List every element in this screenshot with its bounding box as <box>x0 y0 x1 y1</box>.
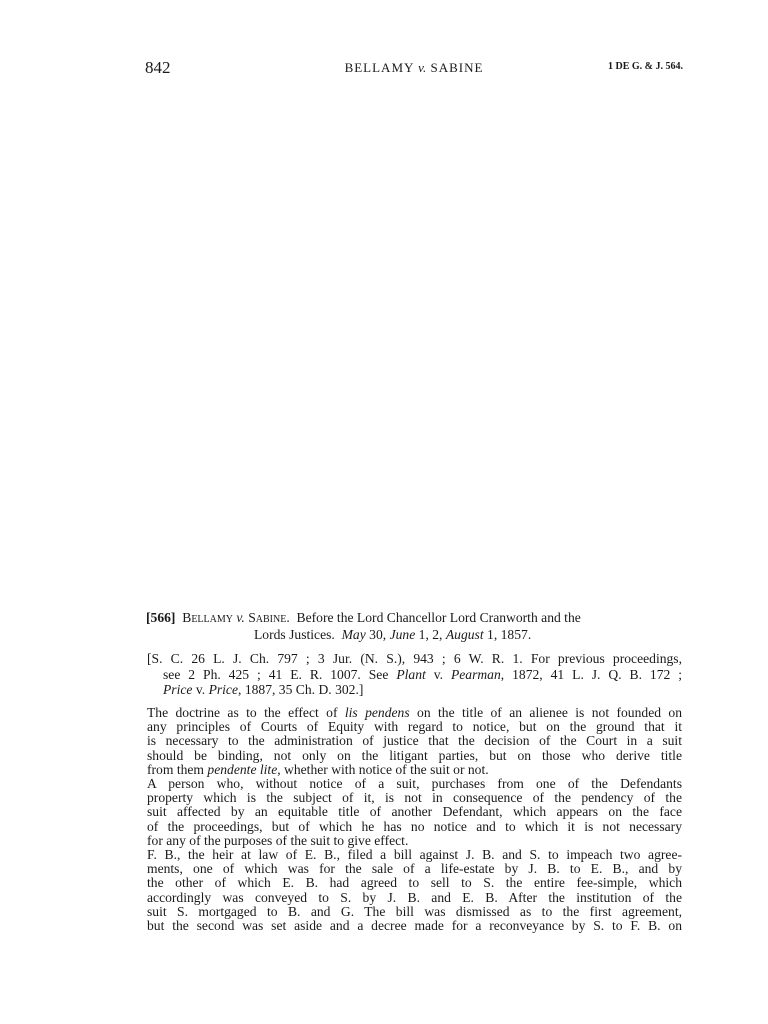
date-days-3: 1, 1857. <box>487 627 532 642</box>
headnote-line: ments, one of which was for the sale of a life-estate by J. B. to E. B., and by <box>147 861 682 877</box>
running-header <box>145 58 683 80</box>
headnotes <box>147 706 682 933</box>
title-right: SABINE <box>430 60 484 75</box>
citation-line-3 <box>147 682 682 698</box>
page-marker: [566] <box>146 610 176 625</box>
headnote-line: accordingly was conveyed to S. by J. B. and E. B. After the institution of the <box>147 889 682 905</box>
page-number: 842 <box>145 58 171 77</box>
title-left: BELLAMY <box>344 60 414 75</box>
headnote-line <box>147 761 682 777</box>
citation-text: , 1872, 41 L. J. Q. B. 172 ; <box>500 666 682 682</box>
citation-v: v. <box>425 666 451 682</box>
citation-line-2 <box>147 667 682 683</box>
report-reference: 1 DE G. & J. 564. <box>608 61 683 72</box>
headnote-line: F. B., the heir at law of E. B., filed a bill against J. B. and S. to impeach two agree- <box>147 847 682 863</box>
versus: v. <box>236 610 245 625</box>
date-month-3: August <box>445 627 484 642</box>
case-heading-line2 <box>146 626 686 643</box>
party-a: Bellamy <box>182 610 233 625</box>
case-name-pearman: Pearman <box>450 666 501 682</box>
headnote-line: the other of which E. B. had agreed to sell to S. the entire fee-simple, which <box>147 875 682 891</box>
headnote-line: but the second was set aside and a decree made for a reconveyance by S. to F. B. on <box>147 918 682 934</box>
citation-text: see 2 Ph. 425 ; 41 E. R. 1007. See <box>163 666 397 682</box>
headnote-paragraph-2 <box>147 777 682 848</box>
case-name-price: Price <box>208 682 239 697</box>
headnote-line: suit S. mortgaged to B. and G. The bill was dismissed as to the first agreement, <box>147 903 682 919</box>
court-line-2: Lords Justices. <box>254 627 335 642</box>
headnote-line: suit affected by an equitable title of another Defendant, which appears on the face <box>147 804 682 820</box>
citation-text: , 1887, 35 Ch. D. 302.] <box>238 682 364 697</box>
citations-block <box>147 651 682 698</box>
text-run: The doctrine as to the effect of <box>147 705 345 720</box>
text-run: , whether with notice of the suit or not. <box>277 761 489 777</box>
headnote-line: any principles of Courts of Equity with regard to notice, but on the ground that it <box>147 719 682 735</box>
text-run: on the title of an alienee is not founded on <box>409 705 682 720</box>
case-heading-line1 <box>146 609 686 626</box>
citation-v: v. <box>192 682 209 697</box>
headnote-line: of the proceedings, but of which he has no notice and to which it is not necessary <box>147 818 682 834</box>
date-month-2: June <box>389 627 416 642</box>
headnote-line: for any of the purposes of the suit to give effect. <box>147 832 409 848</box>
headnote-line <box>147 705 682 720</box>
headnote-line: A person who, without notice of a suit, purchases from one of the Defendants <box>147 776 682 792</box>
latin-term: lis pendens <box>344 705 410 720</box>
headnote-line: should be binding, not only on the litigant parties, but on those who derive title <box>147 747 682 763</box>
citation-line-1: [S. C. 26 L. J. Ch. 797 ; 3 Jur. (N. S.), 943 ; 6 W. R. 1. For previous proceedings, <box>147 651 682 666</box>
case-name-price: Price <box>163 682 193 697</box>
title-v: v. <box>418 60 427 75</box>
party-b: Sabine. <box>248 610 290 625</box>
headnote-paragraph-1 <box>147 706 682 777</box>
case-heading <box>146 609 686 643</box>
running-title <box>145 60 683 76</box>
text-run: from them <box>147 761 208 777</box>
court-line: Before the Lord Chancellor Lord Cranworth and the <box>296 610 581 625</box>
headnote-line: property which is the subject of it, is not in consequence of the pendency of the <box>147 790 682 806</box>
date-month-1: May <box>341 627 366 642</box>
latin-term: pendente lite <box>207 761 278 777</box>
date-days-2: 1, 2, <box>418 627 443 642</box>
headnote-paragraph-3 <box>147 848 682 933</box>
headnote-line: is necessary to the administration of justice that the decision of the Court in a suit <box>147 733 682 749</box>
case-name-plant: Plant <box>396 666 426 682</box>
date-days-1: 30, <box>369 627 387 642</box>
